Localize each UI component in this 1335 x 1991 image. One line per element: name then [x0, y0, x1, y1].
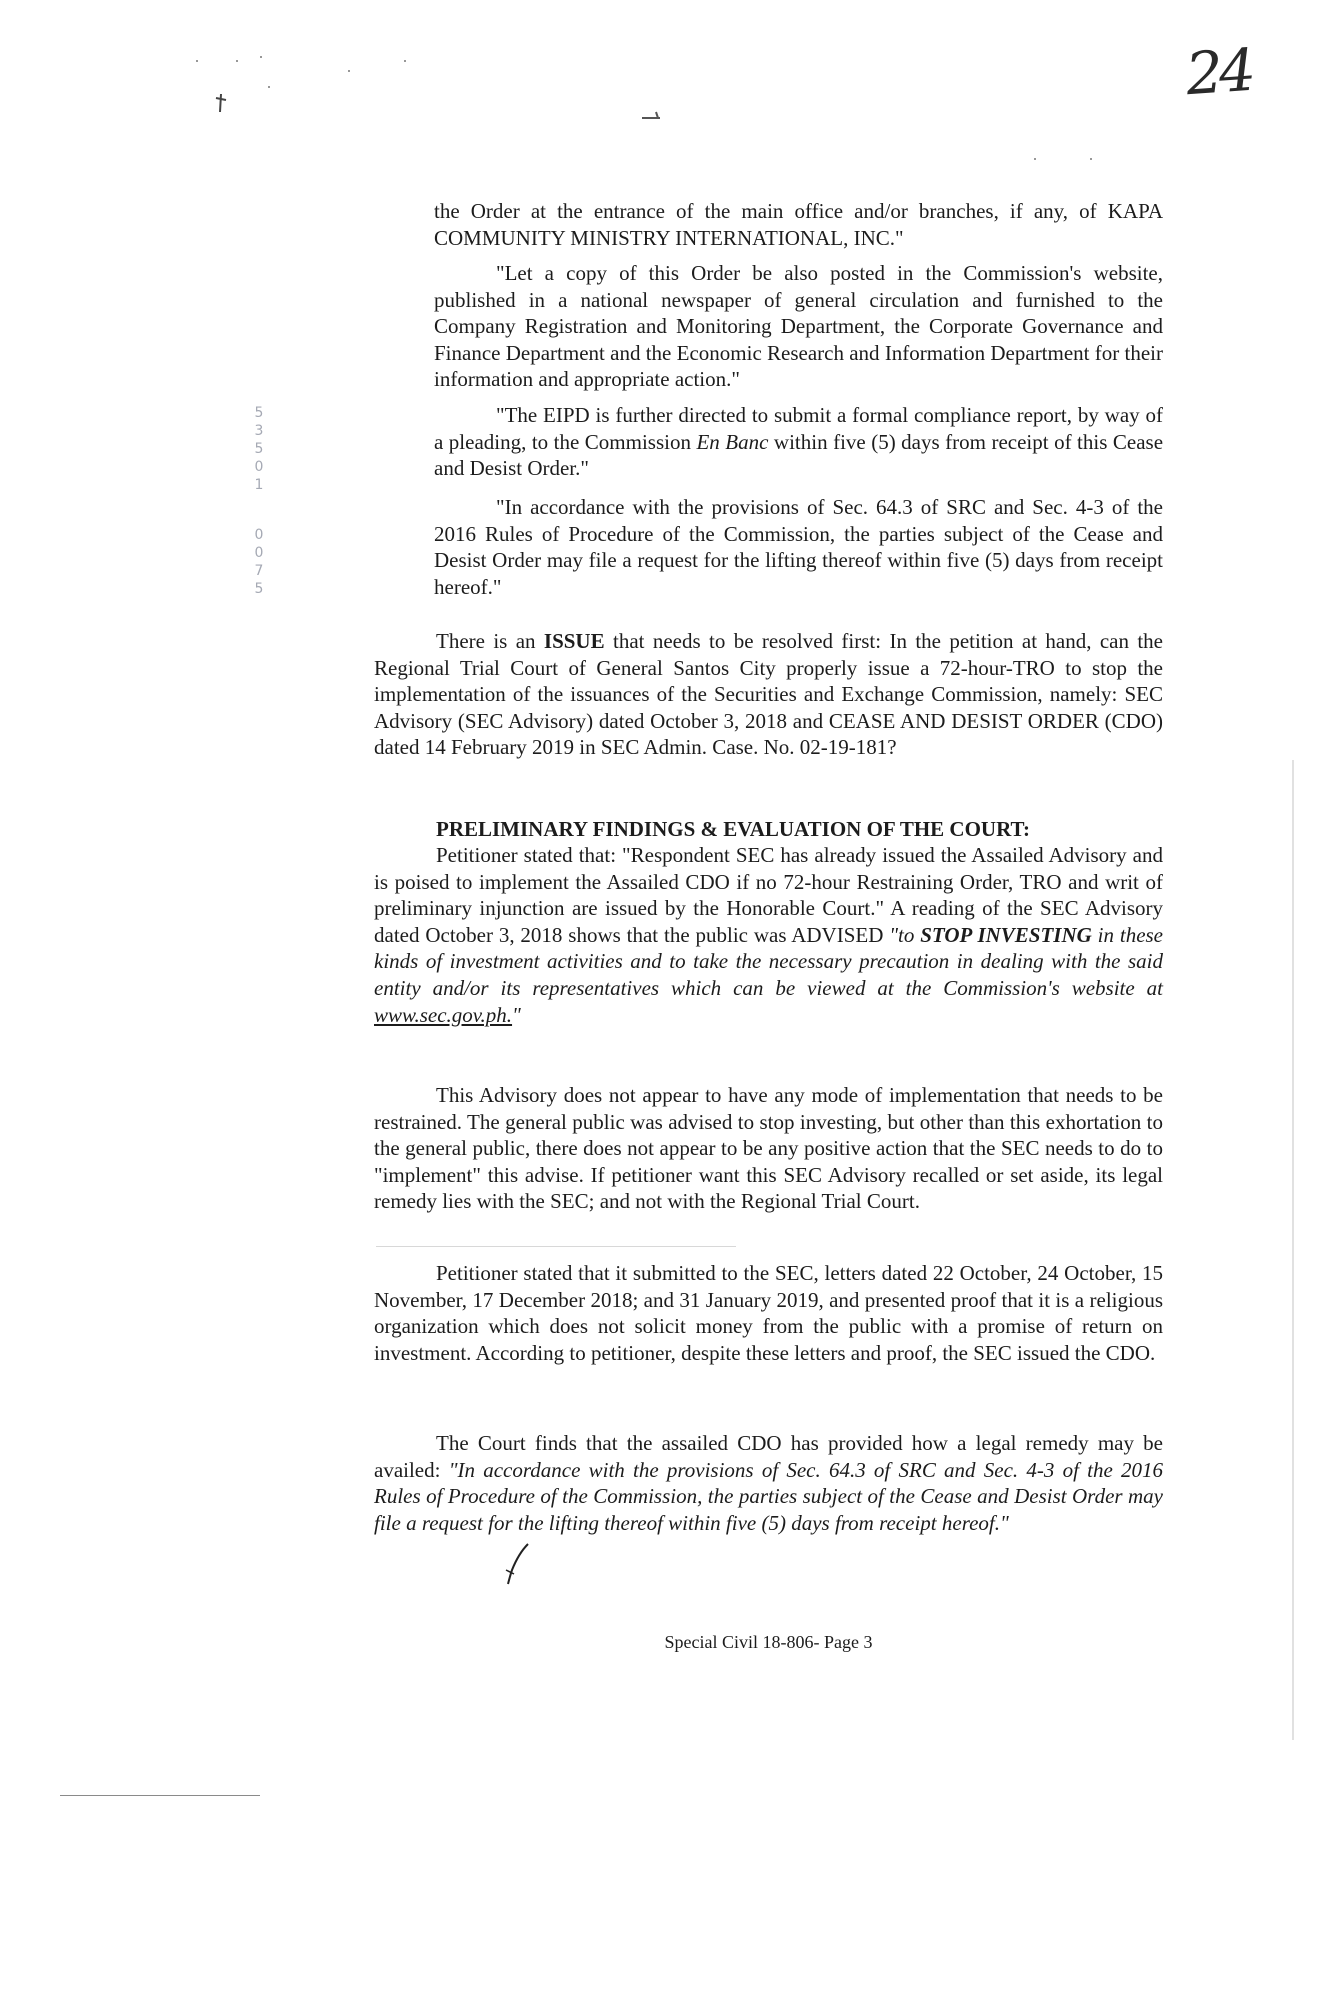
scan-speck — [348, 70, 350, 72]
scan-mark — [640, 108, 664, 122]
paragraph-text: There is an ISSUE that needs to be resolved first: In the petition at hand, can the Regional Trial Court of General Santos City properly issue a 72-hour-TRO to stop the implementation of the issuances of the Securities and Exchange Commission, namely: SEC Advisory (SEC Advisory) dated October 3, 2018 and CEASE AND DESIST ORDER (CDO) dated 14 February 2019 in SEC Admin. Case. No. 02-19-181? — [374, 629, 1164, 760]
letters-paragraph — [374, 1260, 1163, 1366]
quote-paragraph-4 — [434, 494, 1163, 600]
scan-mark — [212, 92, 232, 116]
scan-speck — [1034, 158, 1036, 160]
advisory-paragraph — [374, 1082, 1163, 1215]
scan-speck — [404, 60, 406, 62]
scan-edge-line — [1292, 760, 1294, 1740]
remedy-paragraph — [374, 1430, 1163, 1536]
scan-speck — [196, 60, 198, 62]
paragraph-text: "The EIPD is further directed to submit a formal compliance report, by way of a pleading, to the Commission En Banc within five (5) days from receipt of this Cease and Desist Order." — [434, 403, 1164, 481]
quote-paragraph-3 — [434, 402, 1163, 482]
quote-paragraph-2 — [434, 260, 1163, 393]
issue-paragraph — [374, 628, 1163, 761]
scan-speck — [1090, 158, 1092, 160]
handwritten-page-number: 24 — [1183, 35, 1255, 109]
scan-artifact-line — [60, 1795, 260, 1796]
paragraph-text: the Order at the entrance of the main office and/or branches, if any, of KAPA COMMUNITY MINISTRY INTERNATIONAL, INC." — [434, 199, 1163, 250]
scan-speck — [268, 86, 270, 88]
scan-speck — [236, 60, 238, 62]
paragraph-text: Petitioner stated that: "Respondent SEC has already issued the Assailed Advisory and is poised to implement the Assailed CDO if no 72-hour Restraining Order, TRO and writ of preliminary injunction are issued by the Honorable Court." A reading of the SEC Advisory dated October 3, 2018 shows that the public was ADVISED "to STOP INVESTING in these kinds of investment activities and to take the necessary precaution in dealing with the said entity and/or its representatives which can be viewed at the Commission's website at www.sec.gov.ph." — [374, 843, 1164, 1027]
scan-artifact-line — [376, 1246, 736, 1247]
section-heading — [374, 816, 1163, 843]
signature-initial — [498, 1540, 538, 1586]
findings-paragraph — [374, 842, 1163, 1028]
paragraph-text: The Court finds that the assailed CDO has provided how a legal remedy may be availed: "In accordance with the provisions of Sec. 64.3 of SRC and Sec. 4-3 of the 2016 Rules of Procedure of the Commission, the parties subject of the Cease and Desist Order may file a request for the lifting thereof within five (5) days from receipt hereof." — [374, 1431, 1163, 1535]
paragraph-text: This Advisory does not appear to have any mode of implementation that needs to be restrained. The general public was advised to stop investing, but other than this exhortation to the general public, there does not appear to be any positive action that the SEC needs to do to "implement" this advise. If petitioner want this SEC Advisory recalled or set aside, its legal remedy lies with the SEC; and not with the Regional Trial Court. — [374, 1083, 1163, 1214]
quote-paragraph-1 — [434, 198, 1163, 251]
page-footer: Special Civil 18-806- Page 3 — [664, 1632, 873, 1652]
margin-stamp-bottom: 0 0 7 5 — [254, 527, 264, 597]
paragraph-text: "In accordance with the provisions of Sec. 64.3 of SRC and Sec. 4-3 of the 2016 Rules of Procedure of the Commission, the parties subject of the Cease and Desist Order may file a request for the lifting thereof within five (5) days from receipt hereof." — [434, 495, 1163, 599]
heading-text: PRELIMINARY FINDINGS & EVALUATION OF THE COURT: — [436, 817, 1030, 841]
margin-stamp-top: 5 3 5 0 1 — [254, 405, 264, 493]
paragraph-text: Petitioner stated that it submitted to the SEC, letters dated 22 October, 24 October, 15 November, 17 December 2018; and 31 January 2019, and presented proof that it is a religious organization which does not solicit money from the public with a promise of return on investment. According to petitioner, despite these letters and proof, the SEC issued the CDO. — [374, 1261, 1163, 1365]
scan-speck — [260, 56, 262, 58]
paragraph-text: "Let a copy of this Order be also posted in the Commission's website, published in a national newspaper of general circulation and furnished to the Company Registration and Monitoring Department, the Corporate Governance and Finance Department and the Economic Research and Information Department for their information and appropriate action." — [434, 261, 1163, 392]
